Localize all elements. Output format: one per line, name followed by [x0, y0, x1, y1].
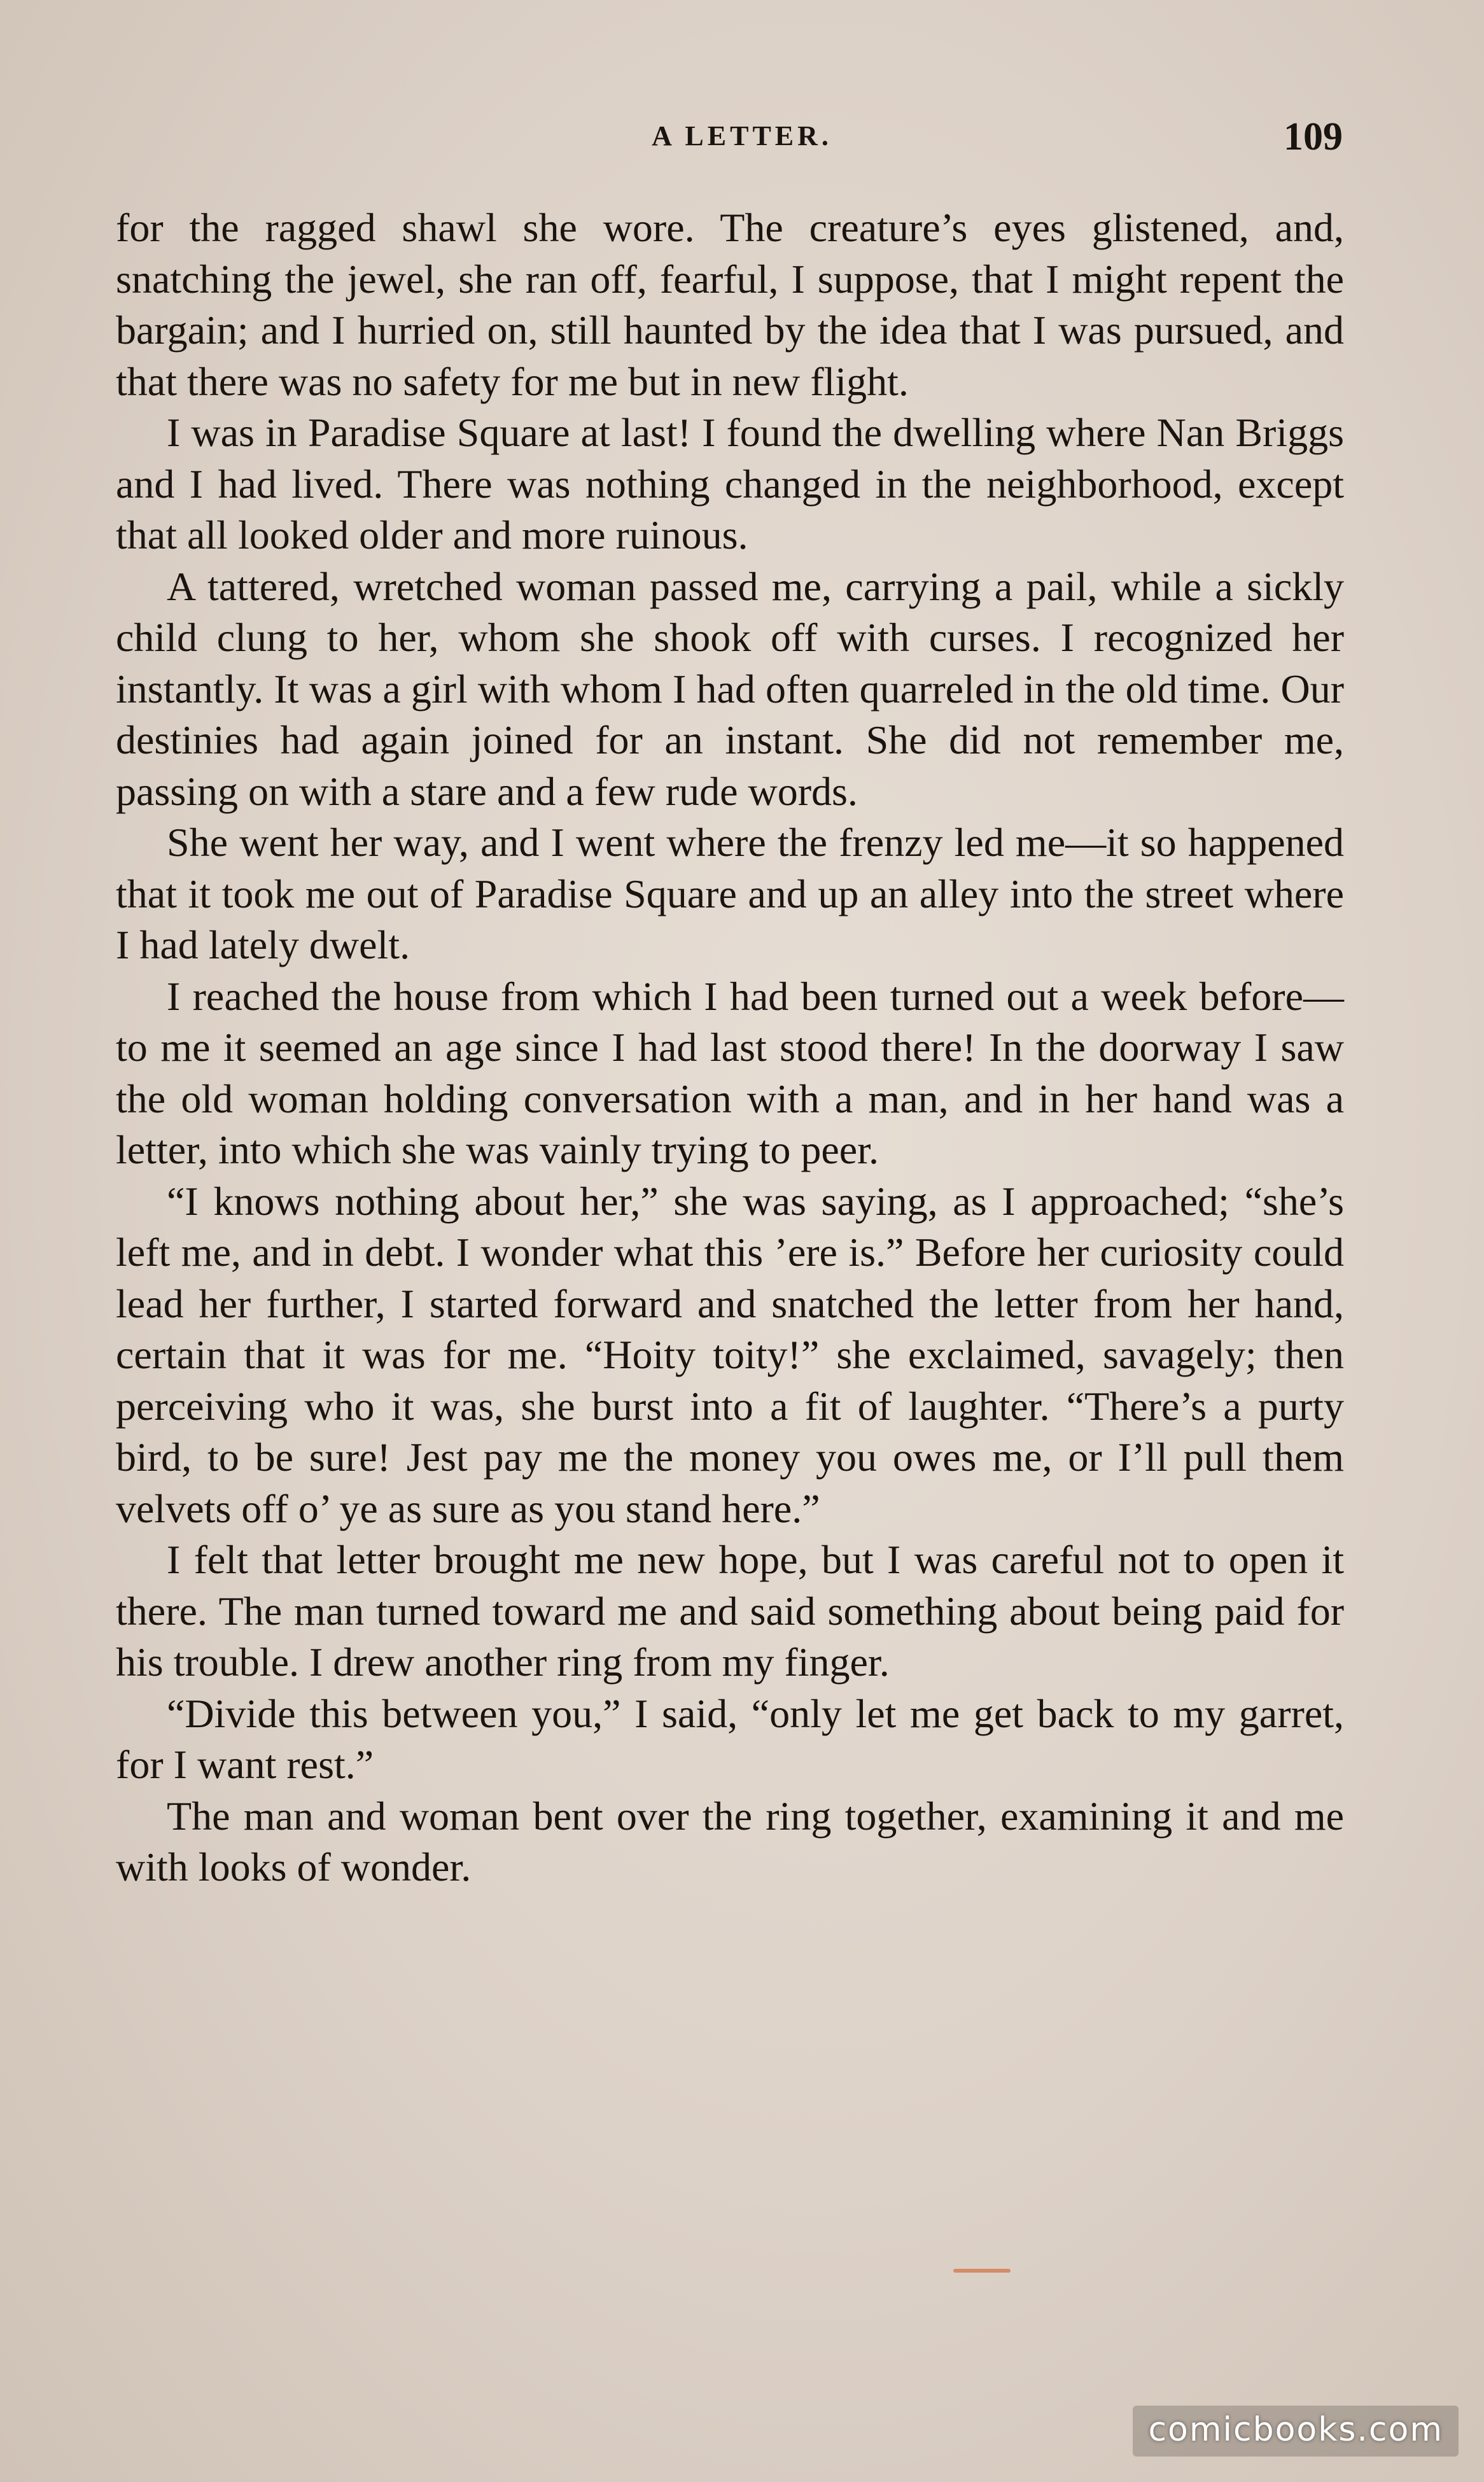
- paragraph-4: She went her way, and I went where the frenzy led me—it so happened that it took me out of Paradise Square and up an alley into the street where I had lately dwelt.: [116, 820, 1344, 967]
- watermark: comicbooks.com: [1133, 2406, 1459, 2457]
- paragraph-6: “I knows nothing about her,” she was saying, as I approached; “she’s left me, and in debt. I wonder what this ’ere is.” Before her curiosity could lead her further, I started forward and snatched the letter from her hand, certain that it was for me. “Hoity toity!” she exclaimed, savagely; then perceiving who it was, she burst into a fit of laughter. “There’s a purty bird, to be sure! Jest pay me the money you owes me, or I’ll pull them velvets off o’ ye as sure as you stand here.”: [116, 1178, 1344, 1531]
- paragraph-2: I was in Paradise Square at last! I found the dwelling where Nan Briggs and I had lived. There was nothing changed in the neighborhood, except that all looked older and more ruinous.: [116, 410, 1344, 557]
- paragraph-5: I reached the house from which I had been turned out a week before—to me it seemed an age since I had last stood there! In the doorway I saw the old woman holding conversation with a man, and in her hand was a letter, into which she was vainly trying to peer.: [116, 973, 1344, 1172]
- body-text: [116, 202, 1344, 1893]
- paragraph-1: for the ragged shawl she wore. The creature’s eyes glistened, and, snatching the jewel, she ran off, fearful, I suppose, that I might repent the bargain; and I hurried on, still haunted by the idea that I was pursued, and that there was no safety for me but in new flight.: [116, 205, 1344, 404]
- ink-smudge: [953, 2269, 1011, 2273]
- paragraph-3: A tattered, wretched woman passed me, carrying a pail, while a sickly child clung to her, whom she shook off with curses. I recognized her instantly. It was a girl with whom I had often quarreled in the old time. Our destinies had again joined for an instant. She did not remember me, passing on with a stare and a few rude words.: [116, 563, 1344, 814]
- paragraph-9: The man and woman bent over the ring together, examining it and me with looks of wonder.: [116, 1793, 1344, 1890]
- running-title: A LETTER.: [652, 120, 832, 151]
- page-number: 109: [1284, 115, 1343, 158]
- paragraph-7: I felt that letter brought me new hope, but I was careful not to open it there. The man turned toward me and said something about being paid for his trouble. I drew another ring from my finger.: [116, 1537, 1344, 1685]
- running-head: [0, 115, 1484, 165]
- paragraph-8: “Divide this between you,” I said, “only let me get back to my garret, for I want rest.”: [116, 1690, 1344, 1787]
